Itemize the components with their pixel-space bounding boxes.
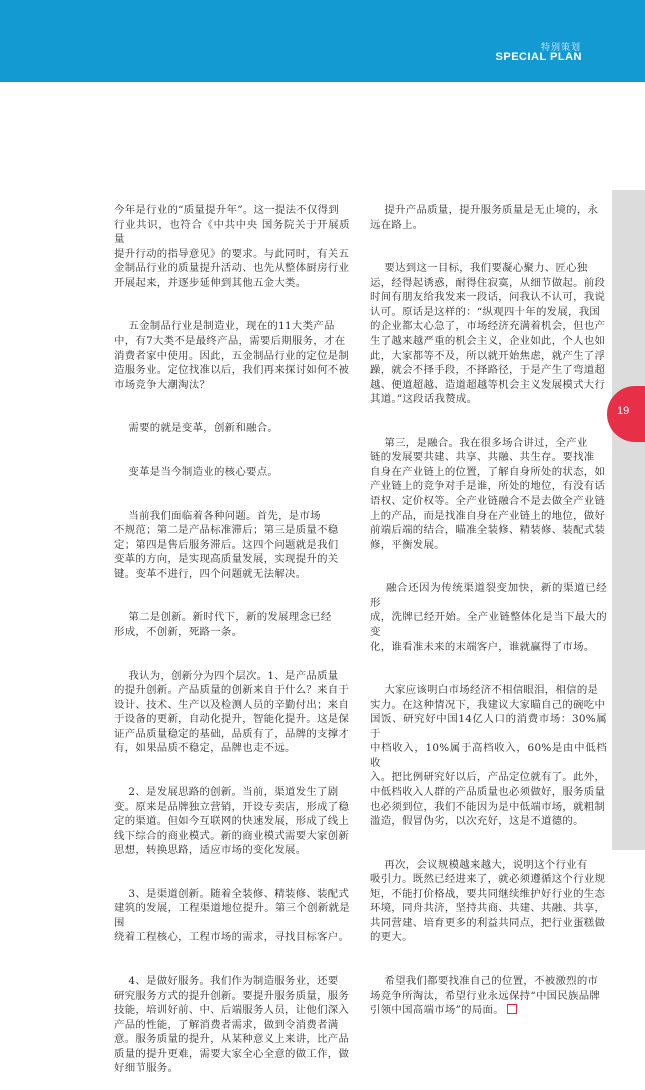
right-margin-strip: [612, 190, 645, 850]
paragraph: 希望我们都要找准自己的位置，不被激烈的市 场竞争所淘汰，希望行业永远保持“中国民族品牌 引领中国高端市场”的局面。: [370, 975, 601, 1017]
paragraph: 五金制品行业是制造业，现在的11大类产品 中，有7大类不是最终产品，需要后期服务，才在 消费者家中使用。因此，五金制品行业的定位是制 造服务业。定位找准以后，我们再来探讨如何不被 市场竞争大潮淘汰？: [114, 320, 350, 391]
paragraph: 当前我们面临着各种问题。首先，是市场 不规范；第二是产品标准滞后；第三是质量不稳 定；第四是售后服务滞后。这四个问题就是我们 变革的方向，是实现高质量发展，实现提升的关 键。变革不进行，四个问题就无法解决。: [114, 509, 339, 580]
paragraph: 2、是发展思路的创新。当前，渠道发生了剧 变。原来是品牌独立营销，开设专卖店，形成了稳 定的渠道。但如今互联网的快速发展，形成了线上 线下综合的商业模式。新的商业模式需要大家创新 思想，转换思路，适应市场的变化发展。: [114, 785, 350, 857]
paragraph: 3、是渠道创新。随着全装修、精装修、装配式 建筑的发展，工程渠道地位提升。第三个创新就是围 绕着工程核心，工程市场的需求，寻找目标客户。: [114, 887, 350, 944]
paragraph: 提升产品质量，提升服务质量是无止境的，永 远在路上。: [370, 204, 599, 231]
article-left-column: [114, 174, 350, 1090]
section-title-cn: 特别策划: [540, 43, 581, 53]
paragraph: 4、是做好服务。我们作为制造服务业，还要 研究服务方式的提升创新。要提升服务质量，服务 技能，培训好前、中、后端服务人员，让他们深入 产品的性能，了解消费者需求，做到令消费者满 意。服务质量的提升，从某种意义上来讲，比产品 质量的提升更难，需要大家全心全意的做工作，做 好细节服务。: [114, 975, 350, 1075]
article-right-column: [370, 174, 607, 1032]
paragraph: 我认为，创新分为四个层次。1、是产品质量 的提升创新。产品质量的创新来自于什么？来自于 设计、技术、生产以及检测人员的辛勤付出；来自 于设备的更新，自动化提升，智能化提升。这是保 证产品质量稳定的基础，品质有了，品牌的支撑才 有，如果品质不稳定，品牌也走不远。: [114, 669, 350, 755]
paragraph: 第二是创新。新时代下，新的发展理念已经 形成，不创新，死路一条。: [114, 611, 332, 638]
paragraph: 今年是行业的“质量提升年”。这一提法不仅得到 行业共识，也符合《中共中央 国务院关于开展质量 提升行动的指导意见》的要求。与此同时，有关五 金制品行业的质量提升活动、也先从整体厨房行业 开展起来，并逐步延伸到其他五金大类。: [114, 204, 350, 289]
paragraph: 再次，会议规模越来越大，说明这个行业有 吸引力。既然已经进来了，就必须遵循这个行业规 矩，不能打价格战，要共同继续维护好行业的生态 环境，同舟共济，坚持共商、共建、共融、共享， 共同营建、培育更多的利益共同点，把行业蛋糕做 的更大。: [370, 858, 606, 944]
paragraph: 要达到这一目标，我们要凝心聚力、匠心独 运，经得起诱惑，耐得住寂寞，从细节做起。前段 时间有朋友给我发来一段话，问我认不认可，我说 认可。原话是这样的：“纵观四十年的发展，我国 的企业都太心急了，市场经济充满着机会，但也产 生了越来越严重的机会主义，企业如此，个人也如 此，大家都等不及，所以就开始焦虑，就产生了浮 躁，就会不择手段，不择路径，于是产生了弯道超 越、便道超越、造道超越等机会主义发展模式大行 其道。”这段话我赞成。: [370, 262, 606, 406]
section-title-en: SPECIAL PLAN: [495, 51, 582, 63]
paragraph: 大家应该明白市场经济不相信眼泪，相信的是 实力。在这种情况下，我建议大家瞄自己的碗吃中 国饭、研究好中国14亿人口的消费市场：30%属于 中档收入，10%属于高档收入，60%是由中低档收 入。把比例研究好以后，产品定位就有了。此外， 中低档收入人群的产品质量也必须做好，服务质量 也必须到位，我们不能因为是中低端市场，就粗制 滥造，假冒伪劣，以次充好，这是不道德的。: [370, 684, 607, 828]
page-number: 19: [617, 405, 630, 417]
paragraph: 第三，是融合。我在很多场合讲过，全产业 链的发展要共建、共享、共融、共生存。要找准 自身在产业链上的位置，了解自身所处的状态，如 产业链上的竞争对手是谁，所处的地位，有没有话 语权、定价权等。全产业链融合不是去做全产业链 上的产品，而是找准自身在产业链上的地位，做好 前端后端的结合，瞄准全装修、精装修、装配式装 修，平衡发展。: [370, 436, 606, 551]
paragraph: 需要的就是变革，创新和融合。: [114, 422, 279, 435]
paragraph: 融合还因为传统渠道裂变加快，新的渠道已经形 成，洗牌已经开始。全产业链整体化是当下最大的变 化，谁看准未来的末端客户，谁就赢得了市场。: [370, 582, 607, 653]
article-end-mark-icon: [507, 1004, 517, 1014]
paragraph: 变革是当今制造业的核心要点。: [114, 465, 279, 478]
